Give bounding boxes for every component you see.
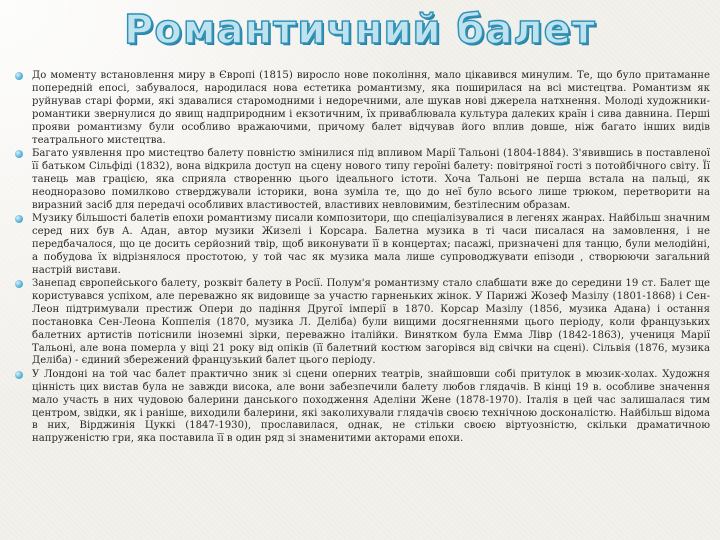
- bullet-text: До моменту встановлення миру в Європі (1815) виросло нове покоління, мало цікавився минулим. Те, що було притаманне попередній епосі, забувалося, народилася нова естетика романтизму, яка поширилася на всі мистецтва. Романтизм як руйнував старі форми, які здавалися старомодними і недоречними, але шукав нові джерела натхнення. Молоді художники-романтики звернулися до явищ надприродним і екзотичним, їх приваблювала культура далеких країн і сива давнина. Перші прояви романтизму були особливо вражаючими, причому балет відчував його вплив довше, ніж багато інших видів театрального мистецтва.: [32, 70, 710, 146]
- bullet-text: Занепад європейського балету, розквіт балету в Росії. Полум'я романтизму стало слабшати вже до середини 19 ст. Балет ще користувався успіхом, але переважно як видовище за участю гарненьких жінок. У Парижі Жозеф Мазілу (1801-1868) і Сен-Леон підтримували престиж Опери до падіння Другої імперії в 1870. Корсар Мазілу (1856, музика Адана) і остання постановка Сен-Леона Коппелія (1870, музика Л. Деліба) були вищими досягненнями цього періоду, коли французьких балетних артистів потіснили іноземні зірки, переважно італійки. Винятком була Емма Лівр (1842-1863), учениця Марії Тальоні, але вона померла у віці 21 року від опіків (її балетний костюм загорівся від свічки на сцені). Сільвія (1876, музика Деліба) - єдиний збережений французький балет цього періоду.: [32, 278, 710, 367]
- bullet-item: [14, 278, 710, 368]
- bullet-text: У Лондоні на той час балет практично зник зі сцени оперних театрів, знайшовши собі притулок в мюзик-холах. Художня цінність цих вистав була не завжди висока, але вони забезпечили балету любов глядачів. В кінці 19 в. особливе значення мало участь в них чудовою балерини данського походження Аделіни Жене (1878-1970). Італія в цей час залишалася тим центром, звідки, як і раніше, виходили балерини, які заколихували глядачів своєю технічною досконалістю. Найбільш відома в них, Вірджинія Цуккі (1847-1930), прославилася, однак, не стільки своєю віртуозністю, скільки драматичною напруженістю гри, яка поставила її в один ряд зі знаменитими акторами епохи.: [32, 368, 710, 445]
- bullet-dot-icon: [15, 371, 23, 379]
- bullet-item: [14, 213, 710, 278]
- bullet-list: [14, 70, 710, 538]
- bullet-dot-icon: [15, 72, 23, 80]
- bullet-dot-icon: [15, 280, 23, 288]
- bullet-dot-icon: [15, 150, 23, 158]
- slide-title: Романтичний балет: [124, 7, 596, 53]
- bullet-item: [14, 148, 710, 213]
- bullet-text: Музику більшості балетів епохи романтизму писали композитори, що спеціалізувалися в легенях жанрах. Найбільш значним серед них був А. Адан, автор музики Жизелі і Корсара. Балетна музика в ті часи писалася на замовлення, і не передбачалося, що це досить серйозний твір, щоб виконувати її в концертах; пасажі, призначені для танцю, були мелодійні, а побудова їх відрізнялося простотою, у той час як музика мала лише супроводжувати епізоди , створюючи загальний настрій вистави.: [32, 212, 710, 276]
- bullet-text: Багато уявлення про мистецтво балету повністю змінилися під впливом Марії Тальоні (1804-1884). З'явившись в поставленої її батьком Сільфіді (1832), вона відкрила доступ на сцену нового типу героїні балету: повітряної гості з потойбічного світу. Її танець мав грацією, яка сприяла створенню цього ідеального істоти. Хоча Тальоні не перша встала на пальці, як неодноразово помилково стверджували історики, вона зуміла те, що до неї було всього лише трюком, перетворити на виразний засіб для передачі особливих властивостей, властивих невловимим, безтілесним образам.: [32, 147, 710, 211]
- bullet-dot-icon: [15, 215, 23, 223]
- bullet-item: [14, 369, 710, 446]
- bullet-item: [14, 70, 710, 147]
